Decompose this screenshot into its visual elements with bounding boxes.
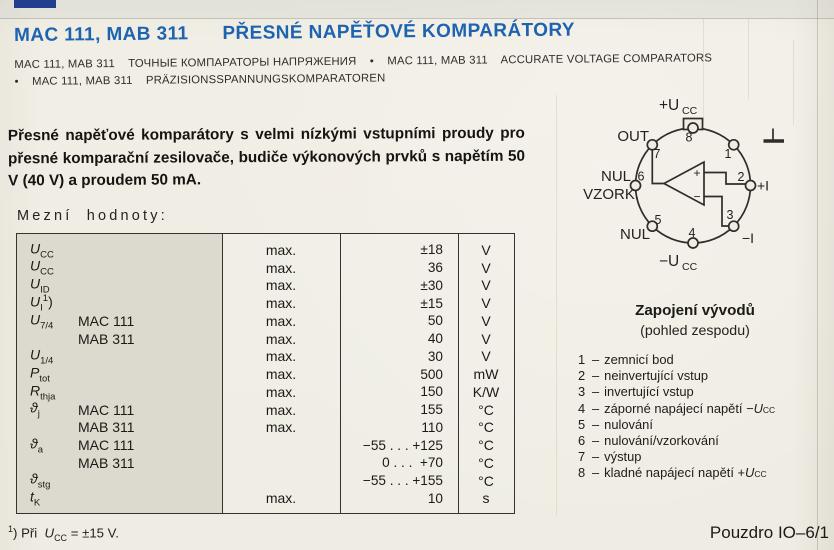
table-row [17, 348, 514, 366]
package-label: Pouzdro IO–6/1 [709, 523, 829, 542]
unit-cell: mW [473, 366, 499, 383]
vzork-label: VZORK. [583, 186, 639, 203]
parameter-symbol: $U_{1/4}$ [30, 346, 54, 367]
pinout-caption: Zapojení vývodů [635, 302, 755, 319]
nul6-label: NUL [600, 168, 631, 185]
device-cell: MAC 111 [78, 312, 135, 329]
pin-list-item [578, 384, 775, 400]
unit-cell: V [481, 312, 491, 329]
table-row [17, 401, 514, 419]
table-row [17, 241, 514, 259]
parameter-symbol: $U_{ID}$ [30, 275, 50, 296]
pin-number-3: 3 [726, 208, 734, 222]
intro-paragraph: Přesné napěťové komparátory s velmi nízkými vstupními proudy pro přesné komparační zesilovače, budiče výkonových prvků s napětím 50 V (40 V) a proudem 50 mA. [7, 124, 526, 190]
pin-list-item: 8 – kladné napájecí napětí + U CC [578, 465, 767, 481]
value-cell: 50 [427, 313, 443, 329]
device-cell: MAB 311 [78, 454, 135, 471]
pin-list-number: 8 [578, 465, 586, 481]
max-cell: max. [265, 295, 297, 312]
vcc-minus-sub: CC [682, 261, 698, 273]
table-row [17, 436, 514, 454]
unit-cell: K/W [472, 383, 500, 400]
unit-cell: °C [478, 419, 494, 436]
max-cell: max. [265, 490, 297, 507]
pin-list-item [578, 368, 775, 384]
subtitle-line-1: MAC 111, MAB 311 ТОЧНЫЕ КОМПАРАТОРЫ НАПРЯЖЕНИЯ • MAC 111, MAB 311 ACCURATE VOLTAGE COMPARATORS [14, 52, 713, 71]
parameter-symbol: $ϑ_a$ [30, 435, 43, 456]
max-cell: max. [265, 348, 297, 365]
parameter-symbol: $U_{CC}$ [30, 240, 54, 261]
limits-table-rows [17, 234, 514, 513]
parameter-symbol: $P_{tot}$ [30, 364, 50, 385]
unit-cell: V [481, 295, 491, 312]
value-cell: 10 [427, 490, 443, 506]
value-cell: 36 [427, 260, 443, 276]
vcc-plus-sub: CC [682, 105, 698, 117]
parameter-symbol: $t_K$ [30, 488, 41, 509]
pin-number-6: 6 [637, 169, 645, 184]
value-cell: 500 [420, 366, 443, 382]
pin-list-number: 2 [578, 368, 586, 384]
section-heading: Mezní hodnoty: [17, 208, 168, 224]
pin-list-number: 5 [578, 416, 586, 432]
pin-list-label: kladné napájecí napětí + [604, 465, 746, 481]
parameter-symbol: $U_I^1$) [30, 292, 53, 314]
pin-3 [729, 221, 739, 231]
parameter-symbol: $U_{7/4}$ [30, 311, 54, 332]
value-cell: ±18 [420, 242, 443, 258]
pin-number-5: 5 [654, 213, 662, 227]
table-row [17, 419, 514, 437]
page-corner-tab [14, 0, 56, 8]
parameter-symbol: $ϑ_{stg}$ [30, 471, 51, 491]
unit-cell: V [481, 330, 491, 347]
vcc-minus-label: −U [659, 253, 680, 270]
pin-list-item [578, 417, 775, 433]
value-cell: −55 . . . +155 [362, 473, 443, 489]
pin-number-1: 1 [724, 147, 732, 161]
pin-list-item: 4 – záporné napájecí napětí − U CC [578, 400, 776, 416]
pin-list-dash: – [592, 368, 600, 384]
pin-list-number: 1 [578, 352, 586, 367]
max-cell: max. [265, 312, 297, 329]
pin-list-dash: – [592, 352, 600, 367]
page-title [14, 17, 822, 47]
device-cell: MAB 311 [78, 419, 135, 436]
max-cell: max. [265, 277, 297, 294]
out-label: OUT [617, 128, 649, 145]
pin-list-number: 6 [578, 432, 586, 448]
subtitle-line-2: • MAC 111, MAB 311 PRÄZISIONSSPANNUNGSKOMPARATOREN [14, 71, 386, 88]
pin-list-label: záporné napájecí napětí − [604, 400, 754, 416]
max-cell: max. [265, 330, 297, 347]
parameter-symbol: $U_{CC}$ [30, 258, 54, 278]
nul5-label: NUL [619, 226, 650, 243]
parameter-symbol: $R_{thja}$ [30, 382, 56, 403]
pin-list [578, 352, 775, 482]
unit-cell: °C [478, 437, 494, 454]
scan-top-strip [0, 0, 834, 19]
table-row [17, 365, 514, 383]
table-row [17, 472, 514, 490]
value-cell: ±30 [420, 277, 443, 293]
pin-list-number: 4 [578, 400, 586, 416]
value-cell: ±15 [420, 295, 443, 311]
table-row [17, 277, 514, 295]
device-cell: MAC 111 [78, 437, 135, 454]
max-cell: max. [265, 419, 297, 436]
table-row [17, 490, 514, 508]
pinout-subcaption: (pohled zespodu) [640, 323, 750, 339]
value-cell: 30 [427, 348, 443, 364]
unit-cell: V [481, 259, 491, 276]
pin-number-4: 4 [688, 226, 696, 240]
pin-list-label: zemnicí bod [604, 352, 674, 367]
max-cell: max. [265, 241, 297, 258]
opamp-minus-sign: − [693, 189, 701, 204]
pin-list-label: invertující vstup [604, 384, 694, 400]
parameter-symbol: $ϑ_j$ [30, 400, 40, 420]
pin-2 [746, 181, 756, 191]
title-text: PŘESNÉ NAPĚŤOVÉ KOMPARÁTORY [222, 19, 575, 44]
max-cell: max. [265, 401, 297, 418]
bleedthrough-line [556, 95, 557, 515]
value-cell: −55 . . . +125 [362, 437, 443, 453]
pin-list-item [578, 352, 775, 368]
max-cell: max. [265, 383, 297, 400]
input-plus-label: +I [757, 177, 770, 194]
device-cell: MAB 311 [78, 330, 135, 347]
max-cell: max. [265, 366, 297, 383]
pin-number-2: 2 [737, 170, 745, 184]
value-cell: 110 [421, 419, 443, 435]
pin-list-label: nulování/vzorkování [604, 432, 719, 448]
value-cell: 0 . . . +70 [382, 455, 443, 471]
table-row [17, 259, 514, 277]
pin-list-label: neinvertující vstup [604, 368, 709, 384]
inverting-wire [704, 197, 729, 227]
unit-cell: V [481, 277, 491, 294]
pin-list-dash: – [592, 384, 600, 400]
vcc-plus-label: +U [659, 97, 680, 114]
pin-list-dash: – [592, 465, 600, 481]
table-row [17, 294, 514, 312]
unit-cell: V [481, 241, 491, 258]
opamp-plus-sign: + [693, 166, 701, 180]
pin-list-dash: – [592, 416, 600, 432]
pin-list-dash: – [592, 400, 600, 416]
table-row [17, 312, 514, 330]
pin-list-item [578, 449, 775, 465]
pin-list-number: 7 [578, 449, 586, 465]
device-cell: MAC 111 [78, 401, 135, 418]
table-row [17, 454, 514, 472]
value-cell: 155 [420, 402, 443, 418]
pin-list-label: nulování [604, 416, 653, 432]
limits-table [16, 233, 515, 514]
value-cell: 40 [427, 331, 443, 347]
unit-cell: °C [478, 454, 494, 471]
unit-cell: V [481, 348, 491, 365]
unit-cell: °C [478, 401, 494, 418]
pin-list-number: 3 [578, 384, 586, 400]
page-header [14, 17, 823, 90]
unit-cell: °C [478, 472, 494, 489]
pin-list-dash: – [592, 449, 600, 465]
pin-number-7: 7 [653, 147, 661, 161]
pin-list-dash: – [592, 432, 600, 448]
unit-cell: s [482, 490, 490, 507]
pin-number-8: 8 [685, 130, 693, 145]
pin-list-label: výstup [604, 449, 642, 465]
title-part-numbers: MAC 111, MAB 311 [14, 23, 189, 46]
input-minus-label: −I [742, 230, 755, 246]
footnote: $^1$) Při $U_{CC} = \pm 15$ V. [8, 524, 119, 544]
pin-list-item [578, 433, 775, 449]
table-row [17, 330, 514, 348]
pinout-diagram [560, 84, 824, 288]
table-row [17, 383, 514, 401]
value-cell: 150 [420, 384, 443, 400]
max-cell: max. [265, 259, 297, 276]
